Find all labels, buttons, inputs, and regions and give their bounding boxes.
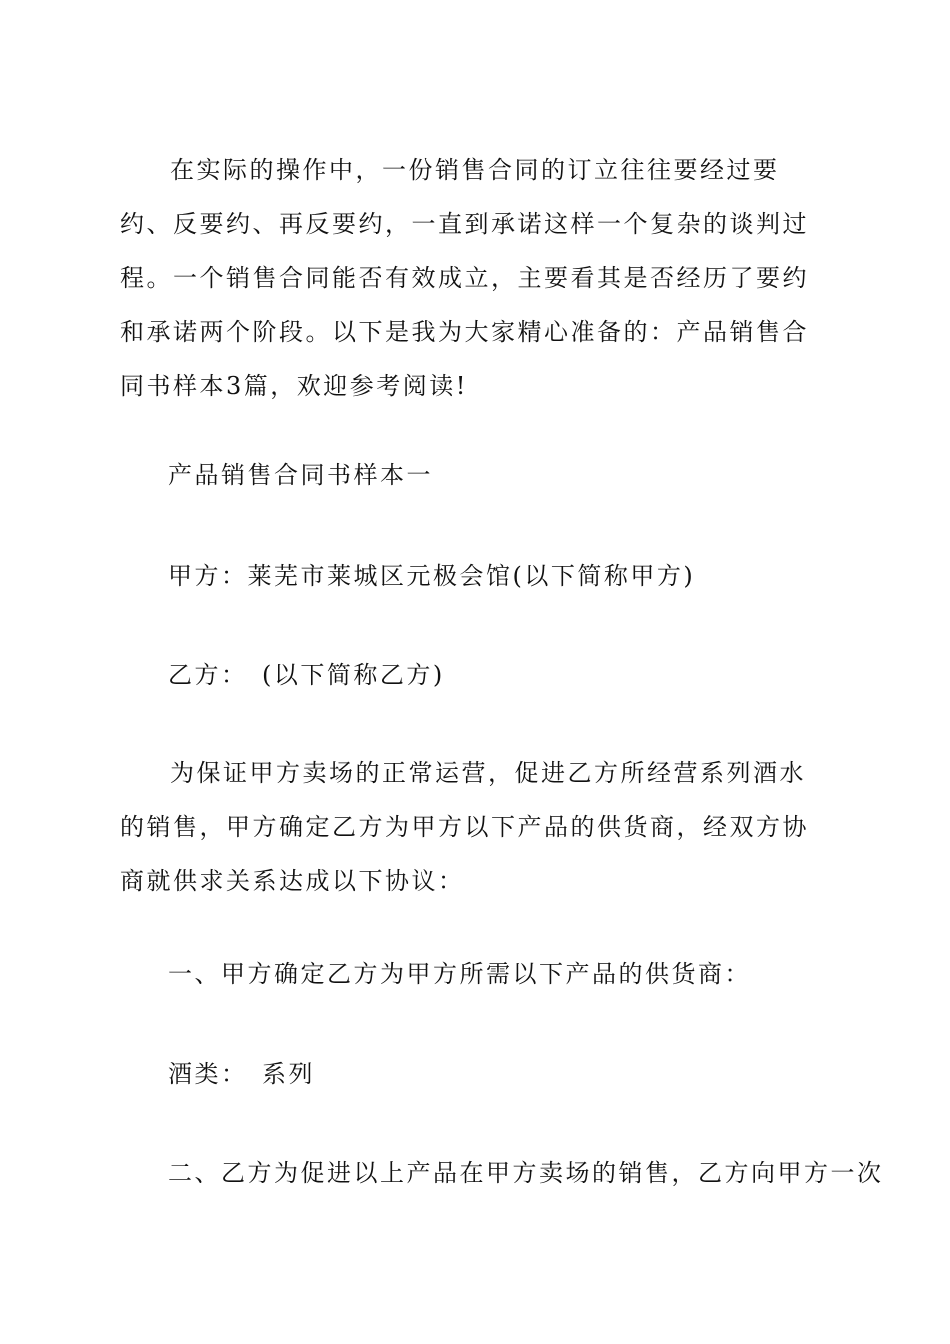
clause-2: 二、乙方为促进以上产品在甲方卖场的销售，乙方向甲方一次	[168, 1159, 884, 1187]
preamble-paragraph: 为保证甲方卖场的正常运营，促进乙方所经营系列酒水的销售，甲方确定乙方为甲方以下产品的供货商，经双方协商就供求关系达成以下协议：	[120, 759, 809, 895]
wine-category-line: 酒类： 系列	[168, 1060, 315, 1088]
clause-1: 一、甲方确定乙方为甲方所需以下产品的供货商：	[168, 960, 751, 988]
party-b-line: 乙方： (以下简称乙方)	[168, 661, 445, 689]
sample-title: 产品销售合同书样本一	[168, 461, 433, 489]
intro-paragraph: 在实际的操作中，一份销售合同的订立往往要经过要约、反要约、再反要约，一直到承诺这样一个复杂的谈判过程。一个销售合同能否有效成立，主要看其是否经历了要约和承诺两个阶段。以下是我为大家精心准备的：产品销售合同书样本3篇，欢迎参考阅读!	[120, 156, 809, 400]
party-a-line: 甲方：莱芜市莱城区元极会馆(以下简称甲方)	[168, 562, 696, 590]
